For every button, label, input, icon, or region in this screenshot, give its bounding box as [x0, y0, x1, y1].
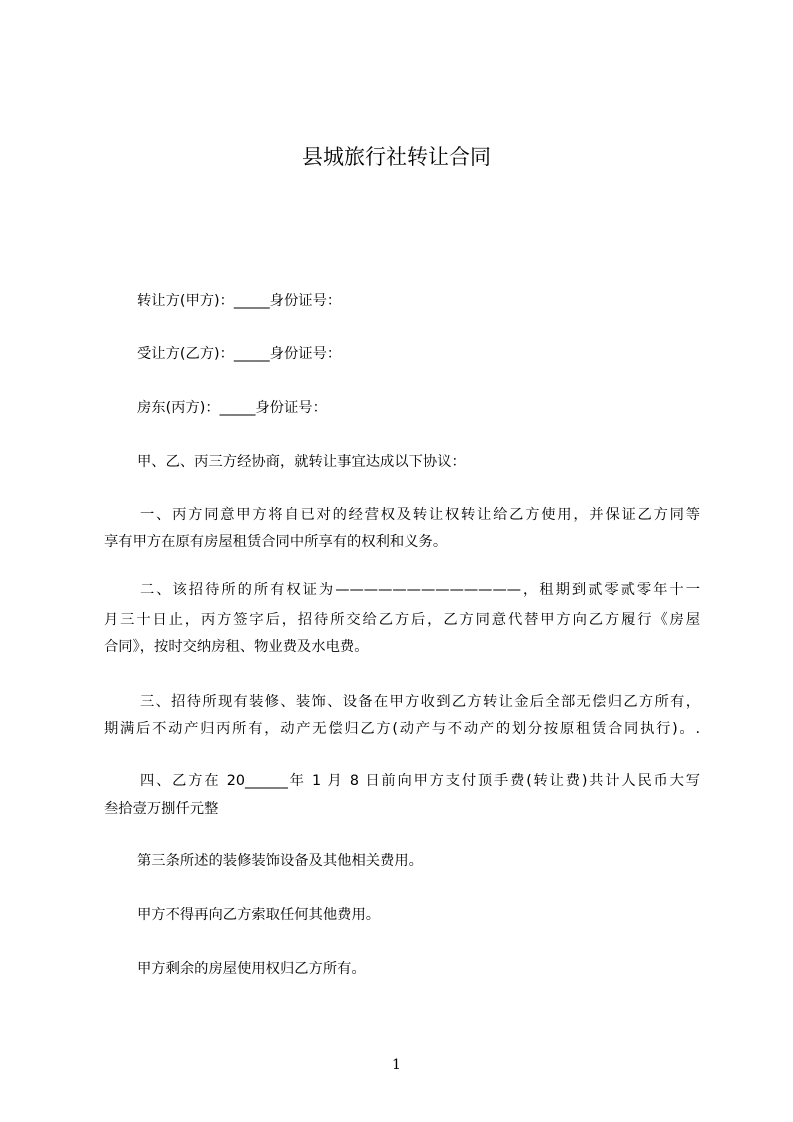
document-title: 县城旅行社转让合同 — [302, 145, 491, 169]
clause2-line3: 合同》，按时交纳房租、物业费及水电费。 — [104, 639, 369, 655]
intro-line: 甲、乙、丙三方经协商，就转让事宜达成以下协议： — [137, 454, 466, 470]
clause1-line2: 享有甲方在原有房屋租赁合同中所享有的权利和义务。 — [104, 534, 448, 550]
extra-line3: 甲方剩余的房屋使用权归乙方所有。 — [137, 961, 366, 977]
extra-line2: 甲方不得再向乙方索取任何其他费用。 — [137, 907, 381, 923]
clause2-line2: 月三十日止，丙方签字后，招待所交给乙方后，乙方同意代替甲方向乙方履行《房屋 — [104, 612, 700, 628]
clause3-line2: 期满后不动产归丙所有，动产无偿归乙方(动产与不动产的划分按原租赁合同执行)。. — [104, 721, 700, 737]
extra-line1: 第三条所述的装修装饰设备及其他相关费用。 — [137, 853, 423, 869]
party-landlord-line: 房东(丙方)：_____身份证号： — [137, 400, 327, 416]
clause2-line1: 二、该招待所的所有权证为—————————————，租期到贰零贰零年十一 — [140, 582, 700, 598]
clause4-line2: 叁拾壹万捌仟元整 — [104, 801, 219, 817]
page-number: 1 — [392, 1057, 401, 1073]
clause4-line1: 四、乙方在 20______年 1 月 8 日前向甲方支付顶手费(转让费)共计人民币大写 — [140, 773, 700, 789]
party-transferor-line: 转让方(甲方)：_____身份证号： — [137, 293, 342, 309]
clause1-line1: 一、丙方同意甲方将自已对的经营权及转让权转让给乙方使用，并保证乙方同等 — [140, 507, 700, 523]
party-transferee-line: 受让方(乙方)：_____身份证号： — [137, 346, 342, 362]
clause3-line1: 三、招待所现有装修、装饰、设备在甲方收到乙方转让金后全部无偿归乙方所有， — [140, 694, 700, 710]
